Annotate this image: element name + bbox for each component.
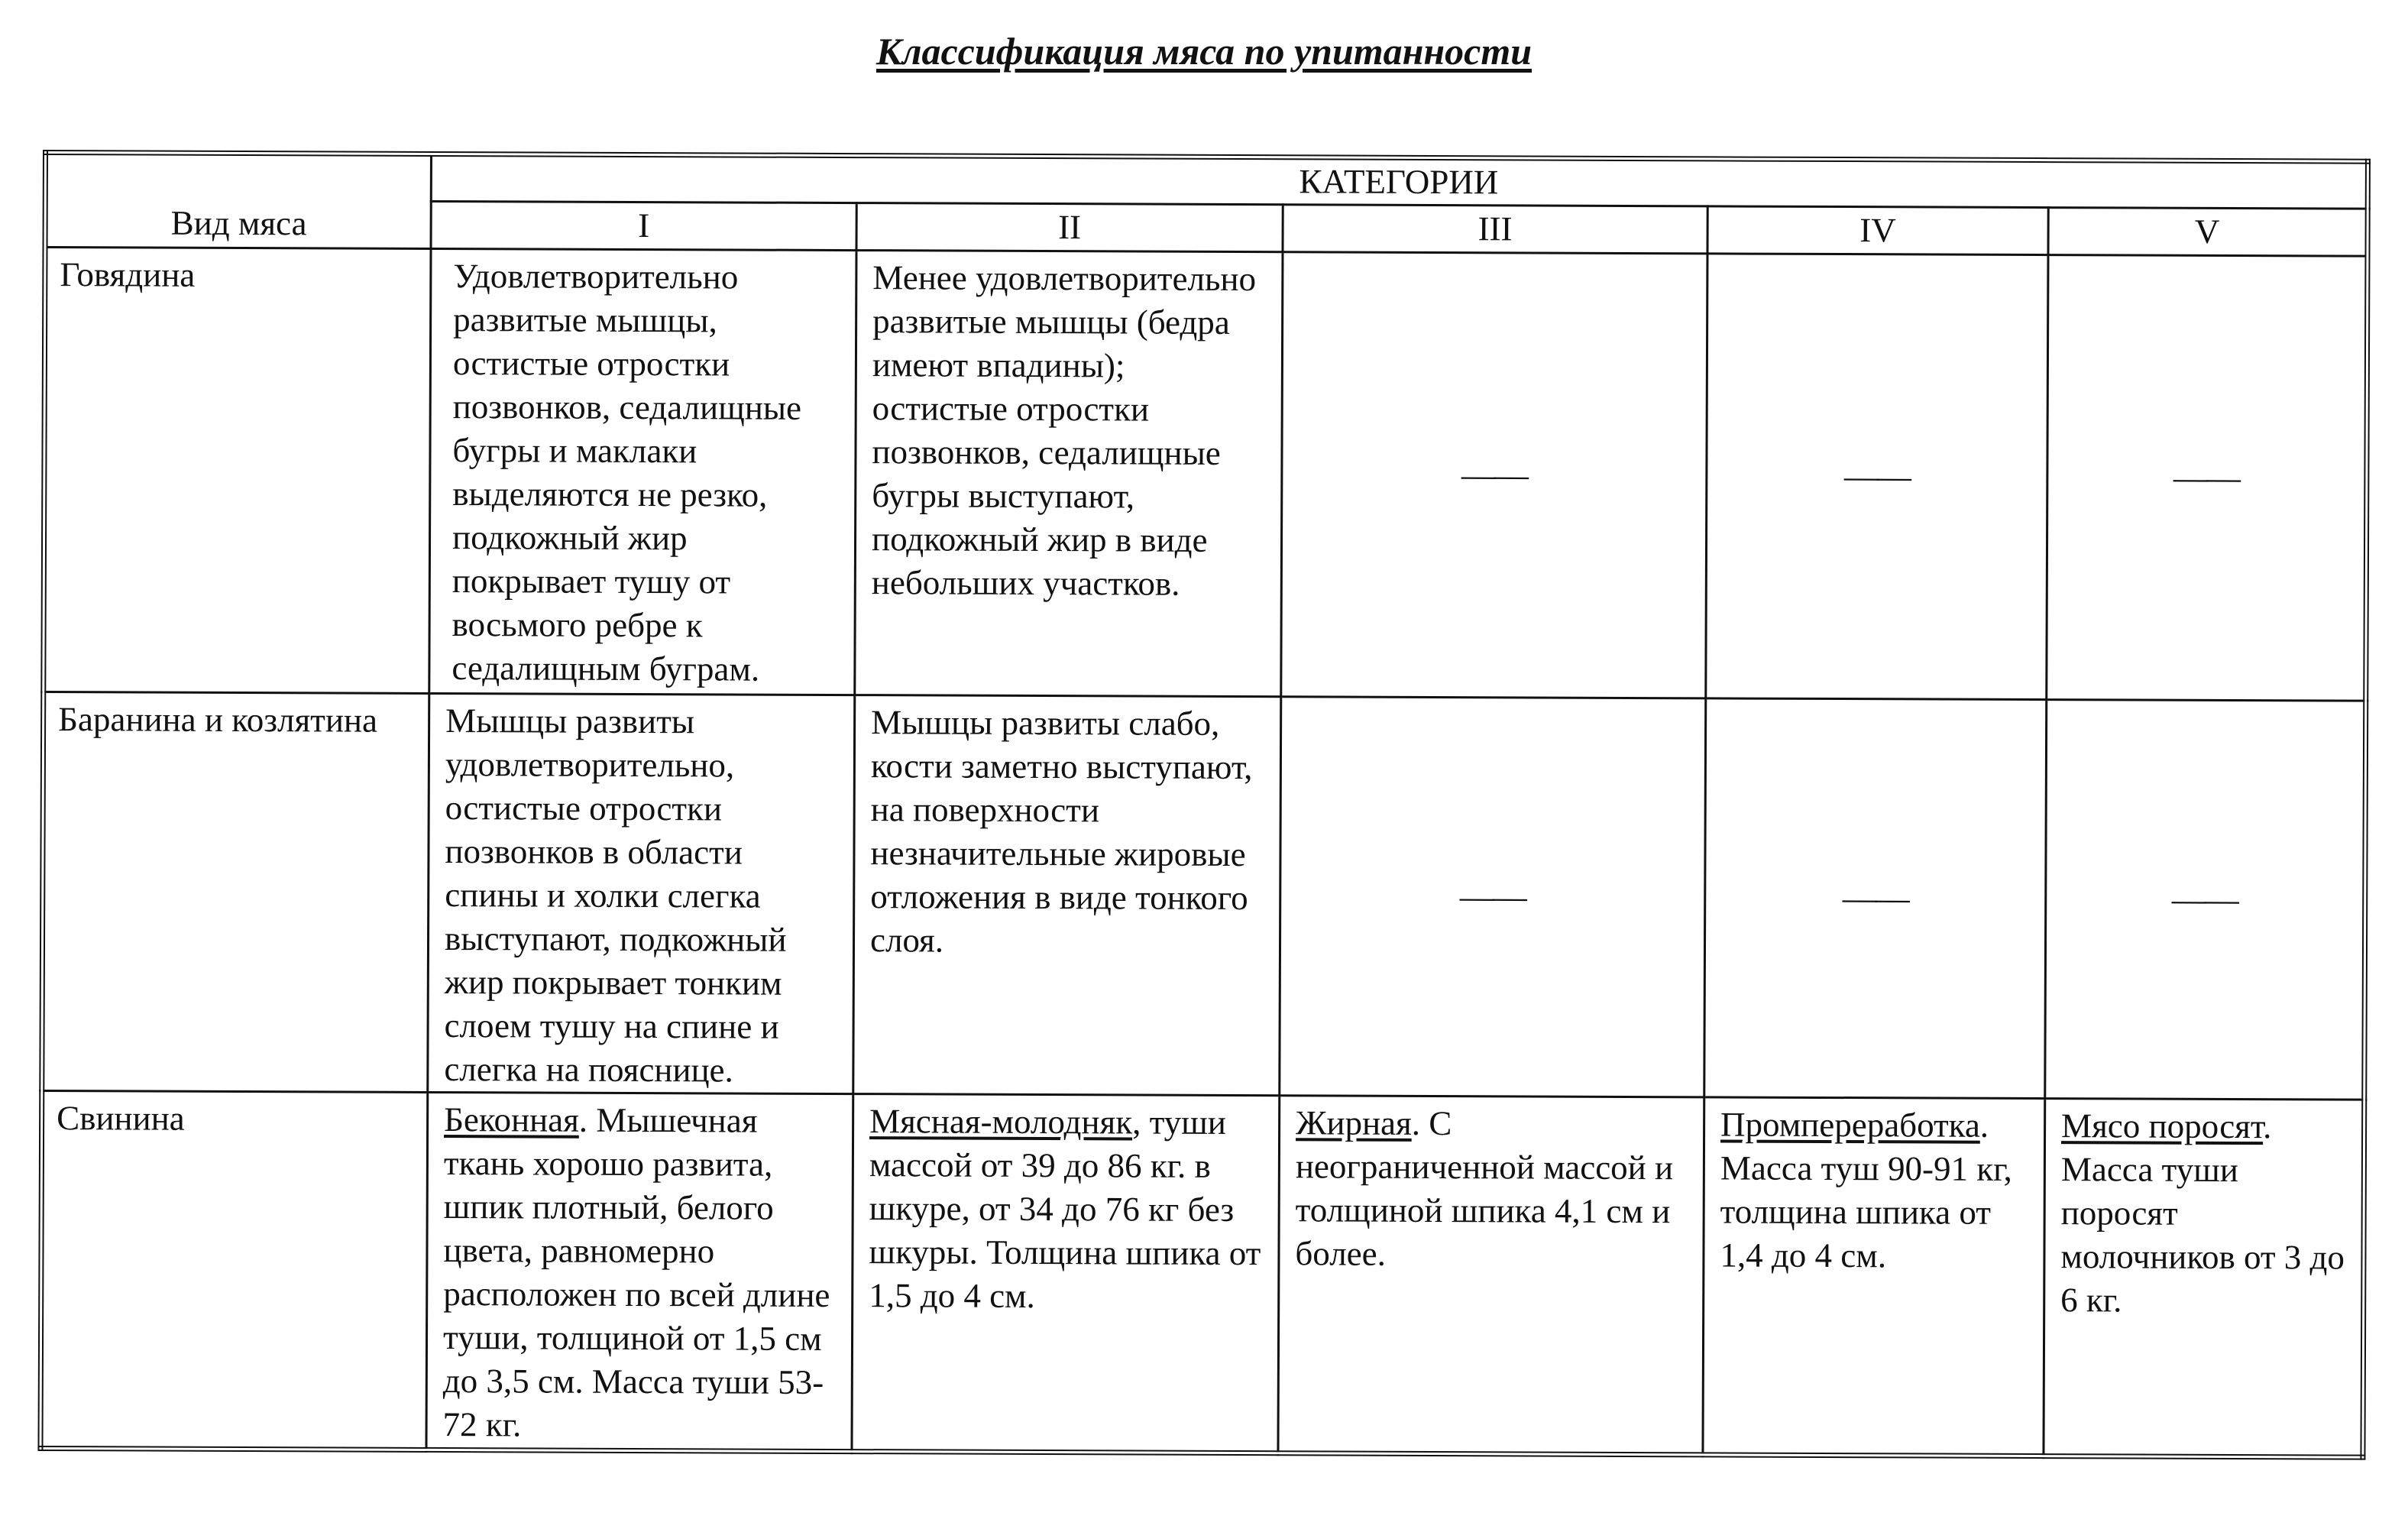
pork-category-1-text: . Мышечная ткань хорошо развита, шпик плотный, белого цвета, равномерно расположен по всей длине туши, толщиной от 1,5 см до 3,5 см. Масса туши 53-72 кг. bbox=[442, 1100, 830, 1444]
pork-category-2-name: Мясная-молодняк bbox=[869, 1102, 1133, 1142]
species-beef: Говядина bbox=[44, 248, 431, 694]
category-header-2: II bbox=[856, 203, 1283, 252]
classification-table-sheet bbox=[38, 150, 2365, 1450]
beef-category-3 bbox=[1281, 252, 1707, 698]
empty-dash: —— bbox=[1842, 879, 1908, 918]
mutton-category-2: Мышцы развиты слабо, кости заметно выступают, на поверхности незначительные жировые отложения в виде тонкого слоя. bbox=[853, 695, 1281, 1096]
mutton-category-1: Мышцы развиты удовлетворительно, остистые отростки позвонков в области спины и холки слегка выступают, подкожный жир покрывает тонким слоем тушу на спине и слегка на пояснице. bbox=[428, 693, 855, 1093]
beef-category-1: Удовлетворительно развитые мышцы, остистые отростки позвонков, седалищные бугры и маклаки выделяются не резко, подкожный жир покрывает тушу от восьмого ребре к седалищным буграм. bbox=[429, 248, 856, 695]
pork-category-3-text: . С неограниченной массой и толщиной шпика 4,1 см и более. bbox=[1295, 1103, 1674, 1273]
species-header: Вид мяса bbox=[170, 203, 307, 243]
beef-category-5 bbox=[2047, 255, 2368, 701]
row-beef bbox=[44, 248, 2368, 701]
row-mutton bbox=[42, 692, 2366, 1100]
row-pork bbox=[40, 1091, 2364, 1458]
empty-dash: —— bbox=[1843, 457, 1910, 496]
pork-category-5-name: Мясо поросят bbox=[2061, 1106, 2264, 1146]
pork-category-3 bbox=[1278, 1096, 1704, 1455]
mutton-category-3 bbox=[1280, 697, 1706, 1097]
pork-category-3-name: Жирная bbox=[1296, 1103, 1412, 1142]
beef-category-2: Менее удовлетворительно развитые мышцы (бедра имеют впадины); остистые отростки позвонков, седалищные бугры выступают, подкожный жир в виде небольших участков. bbox=[855, 251, 1283, 697]
categories-header: КАТЕГОРИИ bbox=[1299, 162, 1499, 202]
mutton-category-5 bbox=[2045, 700, 2366, 1100]
classification-table bbox=[37, 150, 2371, 1460]
category-header-5: V bbox=[2048, 208, 2368, 257]
beef-category-4 bbox=[1706, 254, 2048, 700]
empty-dash: —— bbox=[1459, 877, 1526, 916]
categories-header-cell bbox=[431, 154, 2368, 209]
species-header-cell bbox=[45, 153, 431, 249]
empty-dash: —— bbox=[2171, 879, 2238, 919]
mutton-category-4 bbox=[1704, 698, 2047, 1099]
species-pork: Свинина bbox=[40, 1091, 428, 1450]
pork-category-4 bbox=[1703, 1097, 2045, 1456]
pork-category-5 bbox=[2044, 1099, 2364, 1458]
pork-category-2-text: , туши массой от 39 до 86 кг. в шкуре, от 34 до 76 кг без шкуры. Толщина шпика от 1,5 до 4 см. bbox=[869, 1103, 1261, 1315]
document-title: Классификация мяса по упитанности bbox=[875, 30, 1533, 73]
category-header-3: III bbox=[1283, 205, 1707, 254]
empty-dash: —— bbox=[2173, 458, 2239, 497]
header-row-top bbox=[45, 153, 2368, 209]
category-header-4: IV bbox=[1707, 206, 2048, 255]
pork-category-2 bbox=[852, 1094, 1280, 1453]
pork-category-4-text: . Масса туш 90-91 кг, толщина шпика от 1,4 до 4 см. bbox=[1720, 1106, 2012, 1275]
category-header-1: I bbox=[431, 201, 856, 250]
pork-category-1-name: Беконная bbox=[444, 1100, 579, 1139]
species-mutton: Баранина и козлятина bbox=[42, 692, 429, 1093]
pork-category-5-text: . Масса туши поросят молочников от 3 до 6 кг. bbox=[2060, 1107, 2345, 1320]
pork-category-1 bbox=[426, 1092, 853, 1451]
empty-dash: —— bbox=[1461, 455, 1527, 494]
pork-category-4-name: Промпереработка bbox=[1720, 1105, 1980, 1145]
